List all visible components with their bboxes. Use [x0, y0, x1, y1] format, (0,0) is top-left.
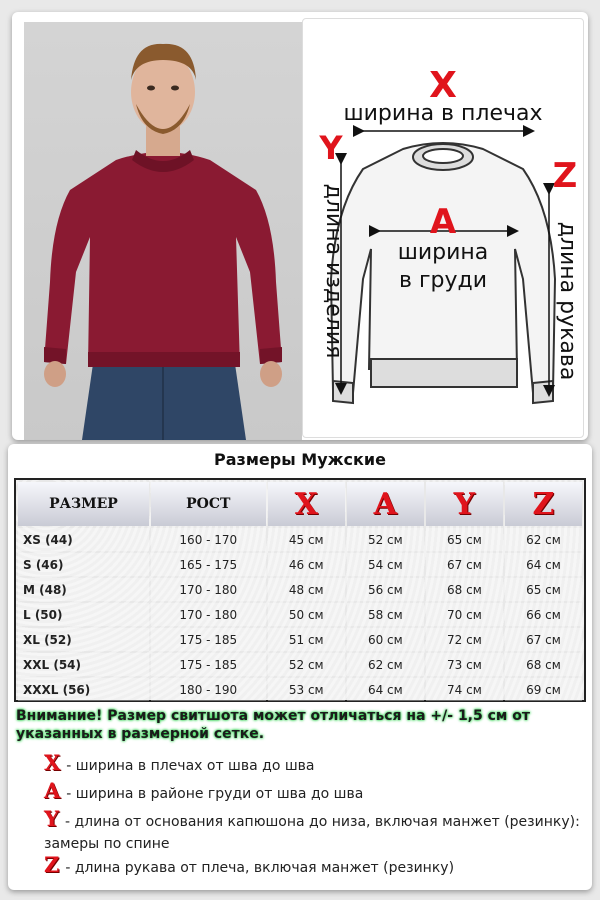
table-row [18, 628, 582, 651]
label-garment-length: длина изделия [321, 183, 346, 359]
table-row [18, 553, 582, 576]
cell-z: 66 см [505, 603, 582, 626]
cell-x: 48 см [268, 578, 345, 601]
cell-y: 67 см [426, 553, 503, 576]
legend-letter-x: X [44, 750, 61, 775]
cell-a: 62 см [347, 653, 424, 676]
cell-size: L (50) [18, 603, 149, 626]
cell-a: 54 см [347, 553, 424, 576]
table-row [18, 603, 582, 626]
legend-item-y [44, 808, 584, 855]
cell-z: 62 см [505, 528, 582, 551]
table-row [18, 578, 582, 601]
table-row [18, 678, 582, 701]
cell-size: XXXL (56) [18, 678, 149, 701]
legend-text-a: - ширина в районе груди от шва до шва [66, 786, 364, 802]
label-chest-width-1: ширина [397, 240, 489, 265]
cell-y: 68 см [426, 578, 503, 601]
table-row [18, 528, 582, 551]
cell-height: 175 - 185 [151, 653, 266, 676]
cell-x: 53 см [268, 678, 345, 701]
cell-y: 72 см [426, 628, 503, 651]
cell-z: 68 см [505, 653, 582, 676]
legend-letter-a: A [44, 778, 61, 803]
legend-text-x: - ширина в плечах от шва до шва [66, 758, 315, 774]
cell-a: 64 см [347, 678, 424, 701]
cell-x: 45 см [268, 528, 345, 551]
cell-height: 170 - 180 [151, 603, 266, 626]
size-warning-note: Внимание! Размер свитшота может отличаться на +/- 1,5 см от указанных в размерной сетке. [16, 708, 530, 742]
cell-size: XXL (54) [18, 653, 149, 676]
cell-a: 52 см [347, 528, 424, 551]
table-header-row [18, 482, 582, 526]
cell-a: 56 см [347, 578, 424, 601]
cell-size: XL (52) [18, 628, 149, 651]
legend-item-x [44, 752, 584, 777]
legend-text-z: - длина рукава от плеча, включая манжет (резинку) [65, 860, 455, 876]
diagram-letter-y: Y [319, 129, 343, 167]
cell-size: S (46) [18, 553, 149, 576]
cell-z: 64 см [505, 553, 582, 576]
header-height: РОСТ [151, 482, 266, 526]
diagram-letter-x: X [429, 65, 457, 106]
diagram-letter-a: A [429, 202, 457, 242]
cell-y: 74 см [426, 678, 503, 701]
header-y: Y [426, 482, 503, 526]
cell-x: 46 см [268, 553, 345, 576]
cell-x: 50 см [268, 603, 345, 626]
header-size: РАЗМЕР [18, 482, 149, 526]
cell-height: 160 - 170 [151, 528, 266, 551]
cell-height: 175 - 185 [151, 628, 266, 651]
model-illustration [24, 22, 302, 440]
header-z: Z [505, 482, 582, 526]
legend-item-a [44, 780, 584, 805]
label-chest-width-2: в груди [398, 268, 488, 293]
header-x: X [268, 482, 345, 526]
model-photo [24, 22, 302, 440]
diagram-letter-z: Z [552, 156, 578, 196]
cell-height: 180 - 190 [151, 678, 266, 701]
size-chart-card [8, 444, 592, 890]
cell-y: 70 см [426, 603, 503, 626]
cell-x: 51 см [268, 628, 345, 651]
cell-height: 170 - 180 [151, 578, 266, 601]
table-row [18, 653, 582, 676]
measurement-diagram [302, 18, 584, 438]
legend-letter-z: Z [44, 852, 60, 877]
cell-x: 52 см [268, 653, 345, 676]
cell-z: 67 см [505, 628, 582, 651]
header-a: A [347, 482, 424, 526]
cell-a: 58 см [347, 603, 424, 626]
legend-letter-y: Y [44, 806, 59, 831]
product-image-card [12, 12, 588, 440]
cell-z: 69 см [505, 678, 582, 701]
legend-text-y: - длина от основания капюшона до низа, включая манжет (резинку): замеры по спине [44, 814, 580, 852]
size-chart-title: Размеры Мужские [214, 450, 386, 469]
cell-size: M (48) [18, 578, 149, 601]
label-shoulder-width: ширина в плечах [343, 101, 543, 126]
size-table [14, 478, 586, 702]
cell-height: 165 - 175 [151, 553, 266, 576]
cell-size: XS (44) [18, 528, 149, 551]
legend-item-z [44, 854, 584, 879]
cell-z: 65 см [505, 578, 582, 601]
label-sleeve-length: длина рукава [555, 221, 580, 381]
cell-y: 73 см [426, 653, 503, 676]
cell-a: 60 см [347, 628, 424, 651]
cell-y: 65 см [426, 528, 503, 551]
